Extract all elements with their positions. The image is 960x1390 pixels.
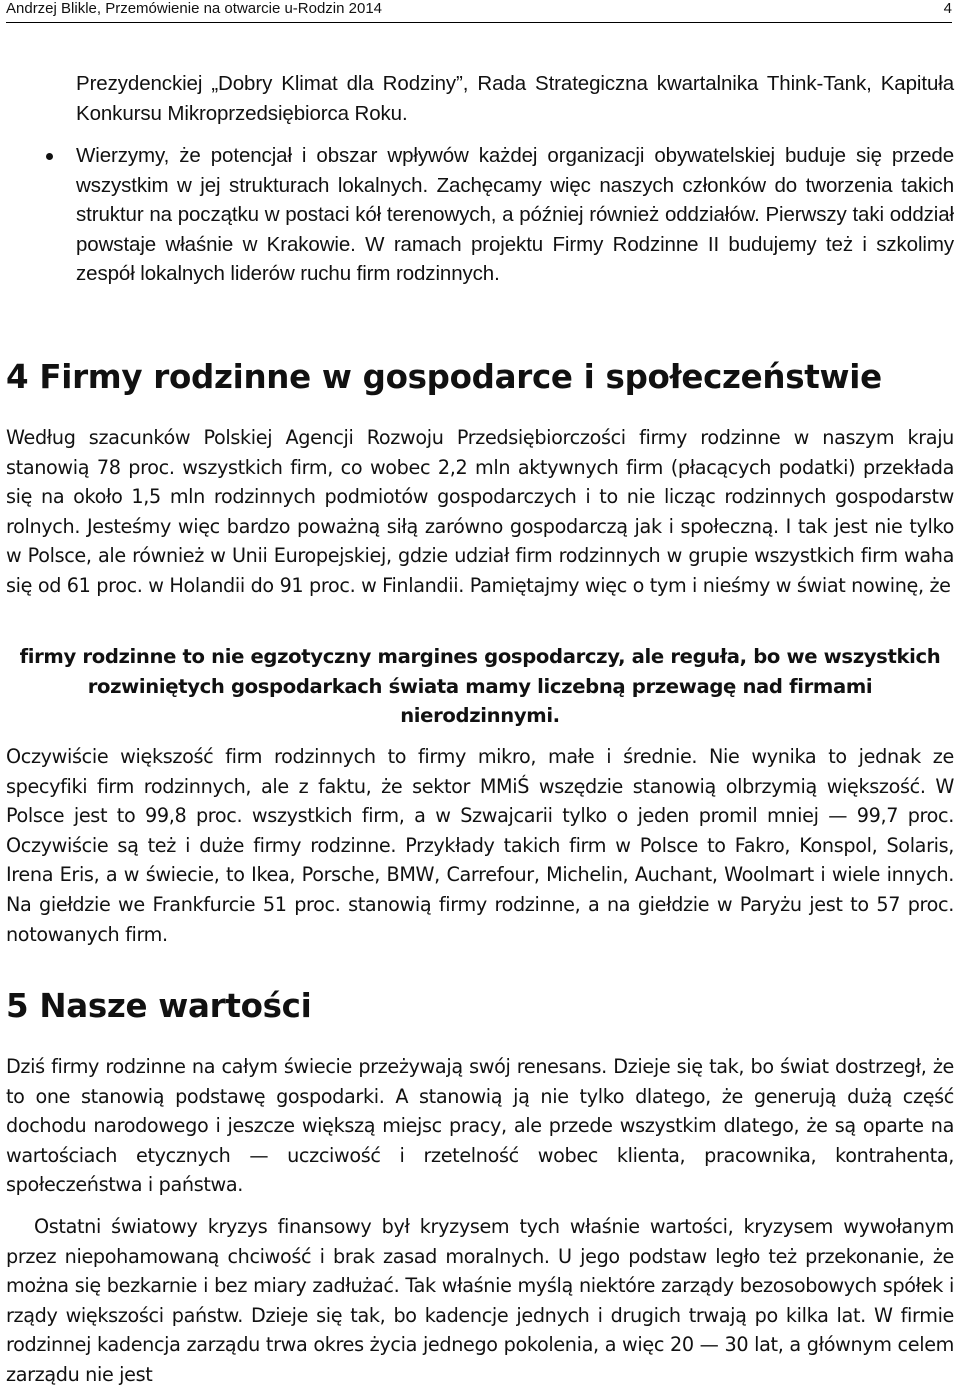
page-number: 4	[943, 0, 952, 17]
highlight-statement: firmy rodzinne to nie egzotyczny margines gospodarczy, ale reguła, bo we wszystkich rozwiniętych gospodarkach świata mamy liczebną przewagę nad firmami nierodzinnymi.	[19, 645, 941, 728]
section-heading-4: 4 Firmy rodzinne w gospodarce i społeczeństwie	[6, 358, 882, 396]
paragraph: Ostatni światowy kryzys finansowy był kryzysem tych właśnie wartości, kryzysem wywołanym przez niepohamowaną chciwość i brak zasad moralnych. U jego podstaw legło też przekonanie, że można się bezkarnie i bez miary zadłużać. Tak właśnie myślą niektóre zarządy bezosobowych spółek i rządy większości państw. Dzieje się tak, bo kadencje jednych i drugich trwają po kilka lat. W firmie rodzinnej kadencja zarządu trwa okres życia jednego pokolenia, a więc 20 — 30 lat, a głównym celem zarządu nie jest	[6, 1215, 954, 1386]
paragraph: Według szacunków Polskiej Agencji Rozwoju Przedsiębiorczości firmy rodzinne w naszym kraju stanowią 78 proc. wszystkich firm, co wobec 2,2 mln aktywnych firm (płacących podatki) przekłada się na około 1,5 mln rodzinnych podmiotów gospodarczych i to nie licząc rodzinnych gospodarstw rolnych. Jesteśmy więc bardzo poważną siłą zarówno gospodarczą jak i społeczną. I tak jest nie tylko w Polsce, ale również w Unii Europejskiej, gdzie udział firm rodzinnych w grupie wszystkich firm waha się od 61 proc. w Holandii do 91 proc. w Finlandii. Pamiętajmy więc o tym i nieśmy w świat nowinę, że	[6, 426, 954, 597]
section-heading-5: 5 Nasze wartości	[6, 987, 312, 1025]
bullet-icon	[46, 153, 53, 160]
paragraph: Oczywiście większość firm rodzinnych to firmy mikro, małe i średnie. Nie wynika to jednak ze specyfiki firm rodzinnych, ale z faktu, że sektor MMiŚ wszędzie stanowią olbrzymią większość. W Polsce jest to 99,8 proc. wszystkich firm, a w Szwajcarii tylko o jeden promil mniej — 99,7 proc. Oczywiście są też i duże firmy rodzinne. Przykłady takich firm w Polsce to Fakro, Konspol, Solaris, Irena Eris, a w świecie, to Ikea, Porsche, BMW, Carrefour, Michelin, Auchant, Woolmart i wiele innych. Na giełdzie we Frankfurcie 51 proc. stanowią firmy rodzinne, a na giełdzie w Paryżu jest to 57 proc. notowanych firm.	[6, 745, 954, 946]
document-title: Andrzej Blikle, Przemówienie na otwarcie u-Rodzin 2014	[6, 0, 383, 17]
page-header	[6, 0, 952, 23]
paragraph: Dziś firmy rodzinne na całym świecie przeżywają swój renesans. Dzieje się tak, bo świat dostrzegł, że to one stanowią podstawę gospodarki. A stanowią ją nie tylko dlatego, że generują dużą część dochodu narodowego i jeszcze większą miejsc pracy, ale przede wszystkim dlatego, że są oparte na wartościach etycznych — uczciwość i rzetelność wobec klienta, pracownika, kontrahenta, społeczeństwa i państwa.	[6, 1055, 954, 1197]
list-continuation: Prezydenckiej „Dobry Klimat dla Rodziny”, Rada Strategiczna kwartalnika Think-Tank, Kapituła Konkursu Mikroprzedsiębiorca Roku.	[76, 72, 954, 125]
list-item: Wierzymy, że potencjał i obszar wpływów każdej organizacji obywatelskiej buduje się przede wszystkim w jej strukturach lokalnych. Zachęcamy więc naszych członków do tworzenia takich struktur na początku w postaci kół terenowych, a później również oddziałów. Pierwszy taki oddział powstaje właśnie w Krakowie. W ramach projektu Firmy Rodzinne II budujemy też i szkolimy zespół lokalnych liderów ruchu firm rodzinnych.	[76, 144, 954, 285]
